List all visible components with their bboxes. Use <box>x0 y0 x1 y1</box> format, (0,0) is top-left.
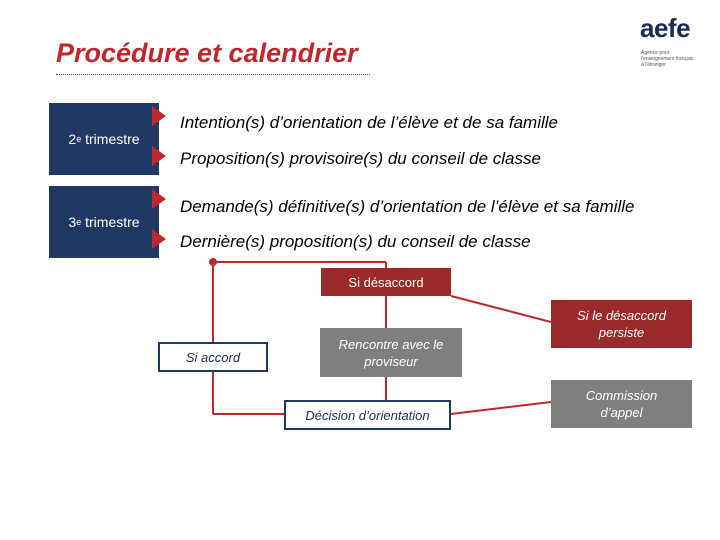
page-title: Procédure et calendrier <box>56 38 358 68</box>
box-si-accord <box>158 342 268 372</box>
box-si-persiste <box>551 300 692 348</box>
step-demande-definitive: Demande(s) définitive(s) d’orientation de l’élève et sa famille <box>180 197 635 216</box>
box-decision-label: Décision d’orientation <box>305 407 430 423</box>
step-derniere-proposition: Dernière(s) proposition(s) du conseil de classe <box>180 232 531 251</box>
step-proposition-provisoire: Proposition(s) provisoire(s) du conseil de classe <box>180 149 541 168</box>
term-ordinal: 2 <box>68 131 77 147</box>
connector-node <box>209 258 217 266</box>
logo-line-1: Agence pour <box>641 50 670 56</box>
step-intention: Intention(s) d’orientation de l’élève et de sa famille <box>180 113 558 132</box>
box-si-accord-label: Si accord <box>185 349 241 365</box>
term-label: trimestre <box>85 131 140 147</box>
box-si-desaccord-label: Si désaccord <box>348 274 424 290</box>
box-commission-label: Commission d’appel <box>585 388 658 420</box>
logo-line-2: l'enseignement français <box>641 56 694 62</box>
logo-wordmark: aefe <box>640 13 691 43</box>
connector-to-persiste <box>451 296 551 322</box>
term-box-3: 3 e trimestre <box>49 186 159 258</box>
box-rencontre-proviseur <box>320 328 462 377</box>
logo-line-3: à l'étranger <box>641 62 666 68</box>
term-box-2: 2 e trimestre <box>49 103 159 175</box>
term-ordinal: 3 <box>68 214 77 230</box>
term-label: trimestre <box>85 214 140 230</box>
box-rencontre-label: Rencontre avec le proviseur <box>338 336 444 369</box>
box-si-persiste-label: Si le désaccord persiste <box>577 308 666 340</box>
box-si-desaccord <box>321 268 451 296</box>
box-commission-appel <box>551 380 692 428</box>
box-decision-orientation <box>284 400 451 430</box>
connector-to-commission <box>451 402 551 414</box>
